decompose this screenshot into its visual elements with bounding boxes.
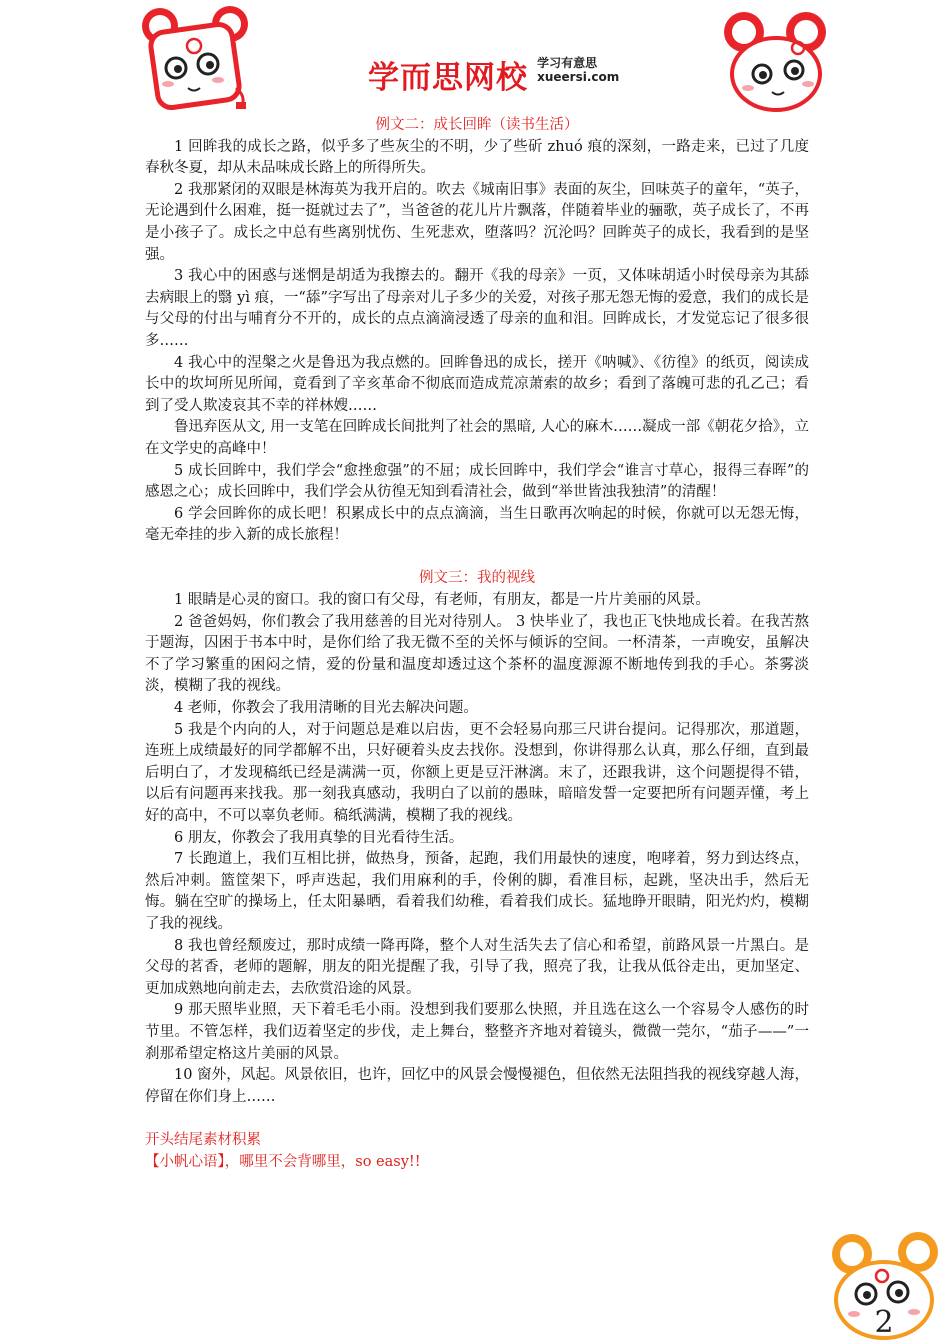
paragraph: 1 回眸我的成长之路，似乎多了些灰尘的不明，少了些斫 zhuó 痕的深刻，一路走来，已过了几度春秋冬夏，却从未品味成长路上的所得所失。 bbox=[145, 138, 809, 177]
paragraph: 10 窗外，风起。风景依旧，也许，回忆中的风景会慢慢褪色，但依然无法阻挡我的视线穿越人海，停留在你们身上…… bbox=[145, 1067, 809, 1105]
paragraph: 4 老师，你教会了我用清晰的目光去解决问题。 bbox=[174, 700, 478, 717]
paragraph: 4 我心中的涅槃之火是鲁迅为我点燃的。回眸鲁迅的成长，搓开《呐喊》、《彷徨》的纸页，阅读成长中的坎坷所见所闻，竟看到了辛亥革命不彻底而造成荒凉萧索的故乡；看到了落魄可悲的孔乙己；看到了受人欺凌哀其不幸的祥林嫂…… bbox=[145, 354, 809, 414]
paragraph: 8 我也曾经颓废过，那时成绩一降再降，整个人对生活失去了信心和希望，前路风景一片黑白。是父母的茗香，老师的题解，朋友的阳光提醒了我，引导了我，照亮了我，让我从低谷走出，更加坚定、更加成熟地向前走去，去欣赏沿途的风景。 bbox=[145, 937, 809, 997]
logo-side bbox=[537, 56, 619, 84]
paragraph: 2 我那紧闭的双眼是林海英为我开启的。吹去《城南旧事》表面的灰尘，回味英子的童年，“英子，无论遇到什么困难，挺一挺就过去了”，当爸爸的花儿片片飘落，伴随着毕业的骊歌，英子成长了，不再是小孩子了。成长之中总有些离别忧伤、生死悲欢，堕落吗？沉沦吗？回眸英子的成长，我看到的是坚强。 bbox=[145, 181, 809, 263]
paragraph: 2 爸爸妈妈，你们教会了我用慈善的目光对待别人。 3 快毕业了，我也正飞快地成长着。在我苦熬于题海，囚困于书本中时，是你们给了我无微不至的关怀与倾诉的空间。一杯清茶，一声晚安，虽解决不了学习繁重的困闷之情，爱的份量和温度却透过这个茶杯的温度源源不断地传到我的手心。茶雾淡淡，模糊了我的视线。 bbox=[145, 613, 809, 695]
section-title-growth: 例文二：成长回眸（读书生活） bbox=[375, 117, 579, 133]
paragraph: 鲁迅弃医从文, 用一支笔在回眸成长间批判了社会的黑暗, 人心的麻木……凝成一部《朝花夕拾》，立在文学史的高峰中！ bbox=[145, 419, 809, 457]
paragraph: 9 那天照毕业照，天下着毛毛小雨。没想到我们要那么快照，并且选在这么一个容易令人感伤的时节里。不管怎样，我们迈着坚定的步伐，走上舞台，整整齐齐地对着镜头，微微一莞尔，“茄子——”一刹那希望定格这片美丽的风景。 bbox=[145, 1002, 809, 1062]
paragraph: 5 成长回眸中，我们学会“愈挫愈强”的不屈；成长回眸中，我们学会“谁言寸草心，报得三春晖”的感恩之心；成长回眸中，我们学会从彷徨无知到看清社会，做到“举世皆浊我独清”的清醒！ bbox=[145, 462, 809, 501]
mascot-left-icon bbox=[132, 2, 262, 112]
paragraph: 6 学会回眸你的成长吧！积累成长中的点点滴滴，当生日歌再次响起的时候，你就可以无怨无悔，毫无牵挂的步入新的成长旅程！ bbox=[145, 505, 809, 544]
mascot-right-icon bbox=[714, 8, 834, 113]
paragraph: 6 朋友，你教会了我用真挚的目光看待生活。 bbox=[174, 829, 464, 846]
paragraph: 5 我是个内向的人，对于问题总是难以启齿，更不会轻易向那三尺讲台提问。记得那次，那道题，连班上成绩最好的同学都解不出，只好硬着头皮去找你。没想到，你讲得那么认真，那么仔细，直到最后明白了，才发现稿纸已经是满满一页，你额上更是豆汗淋漓。末了，还跟我讲，这个问题提得不错，以后有问题再来找我。那一刻我真感动，我明白了以前的愚昧，暗暗发誓一定要把所有问题弄懂，考上好的高中，不可以辜负老师。稿纸满满，模糊了我的视线。 bbox=[145, 721, 809, 824]
page-number: 2 bbox=[874, 1305, 894, 1340]
logo-url: xueersi.com bbox=[537, 70, 620, 84]
section-title-sight: 例文三：我的视线 bbox=[419, 570, 535, 587]
logo-text: 学而思网校 bbox=[368, 60, 528, 96]
mentor-note: 【小帆心语】，哪里不会背哪里，so easy!! bbox=[145, 1153, 421, 1170]
mascot-footer-icon bbox=[826, 1228, 944, 1340]
paragraph: 3 我心中的困惑与迷惘是胡适为我擦去的。翻开《我的母亲》一页，又体味胡适小时侯母亲为其舔去病眼上的翳 yì 痕，一“舔”字写出了母亲对儿子多少的关爱，对孩子那无怨无悔的爱意，我们的成长是与父母的付出与哺育分不开的，成长的点点滴滴浸透了母亲的血和泪。回眸成长，才发觉忘记了很多很多…… bbox=[145, 268, 809, 349]
logo-slogan: 学习有意思 bbox=[537, 56, 598, 70]
page-number-badge bbox=[826, 1228, 944, 1344]
spacer bbox=[145, 547, 809, 569]
brand-logo[interactable] bbox=[368, 52, 619, 97]
document-body bbox=[145, 115, 809, 1173]
spacer bbox=[145, 1108, 809, 1130]
section-title-material: 开头结尾素材积累 bbox=[145, 1131, 261, 1148]
page-header bbox=[0, 0, 950, 115]
paragraph: 7 长跑道上，我们互相比拼，做热身，预备，起跑，我们用最快的速度，咆哮着，努力到达终点，然后冲刺。篮筐架下，呼声迭起，我们用麻利的手，伶俐的脚，看准目标，起跳，坚决出手，然后无悔。躺在空旷的操场上，任太阳暴晒，看着我们幼稚，看着我们成长。猛地睁开眼睛，阳光灼灼，模糊了我的视线。 bbox=[145, 851, 809, 932]
paragraph: 1 眼睛是心灵的窗口。我的窗口有父母，有老师，有朋友，都是一片片美丽的风景。 bbox=[174, 592, 710, 609]
